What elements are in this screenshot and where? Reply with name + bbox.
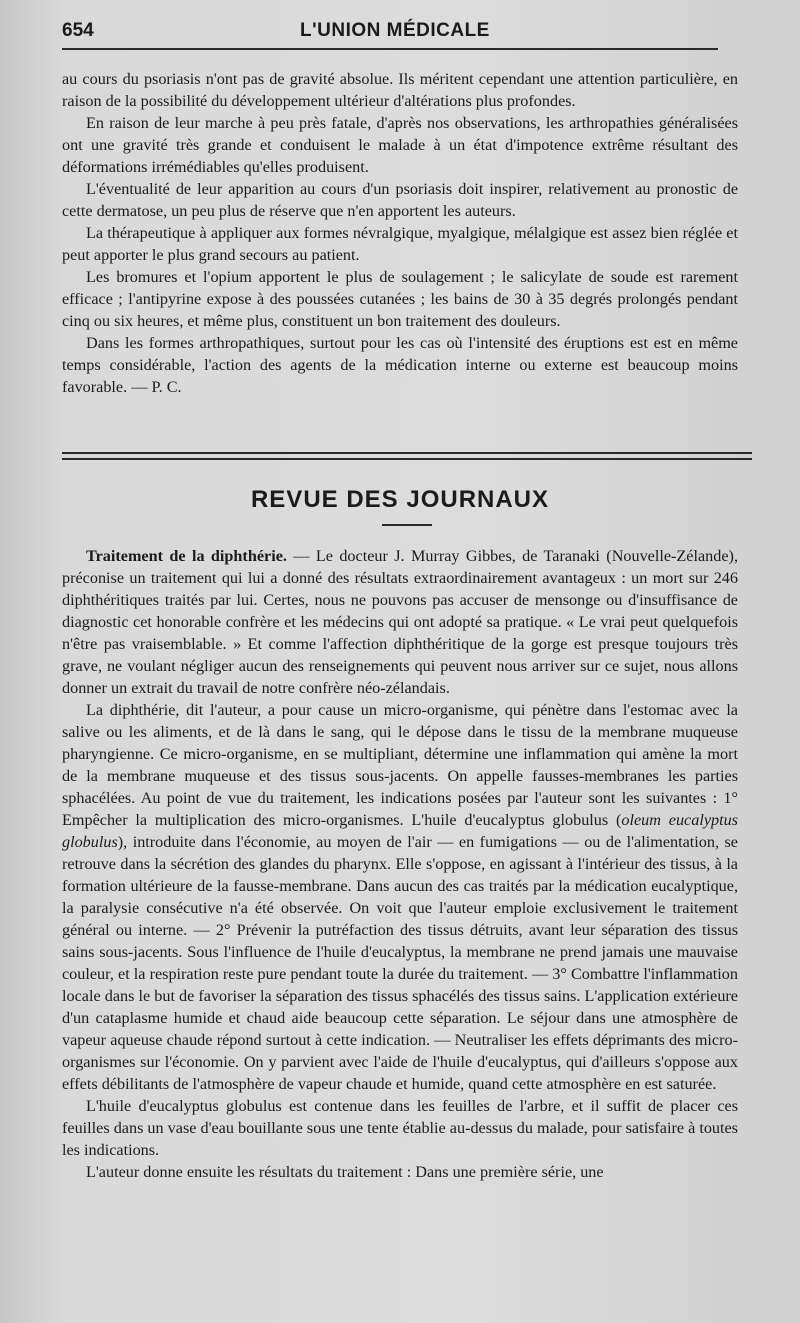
paragraph: L'huile d'eucalyptus globulus est contenue dans les feuilles de l'arbre, et il suffit de placer ces feuilles dans un vase d'eau bouillante sous une tente établie au-dessus du malade, pour satisfaire à toutes les indications. <box>62 1097 738 1159</box>
paragraph: L'éventualité de leur apparition au cours d'un psoriasis doit inspirer, relativement au pronostic de cette dermatose, un peu plus de réserve que n'en apportent les auteurs. <box>62 180 738 220</box>
page-number: 654 <box>62 20 94 41</box>
article <box>62 545 738 1183</box>
section-title: REVUE DES JOURNAUX <box>250 486 550 513</box>
section-divider <box>62 452 752 460</box>
paragraph: En raison de leur marche à peu près fatale, d'après nos observations, les arthropathies généralisées ont une gravité très grande et conduisent le malade à un état d'impotence extrême résultant des déformations irrémédiables qu'elles produisent. <box>62 114 738 176</box>
latin-term: oleum eucalyptus globulus <box>62 811 738 851</box>
paragraph-text: La diphthérie, dit l'auteur, a pour cause un micro-organisme, qui pénètre dans l'estomac avec la salive ou les aliments, et de là dans le sang, qui le dépose dans le tissu de la membrane muqueuse pharyngienne. Ce micro-organisme, en se multipliant, détermine une inflammation qui amène la mort de la membrane muqueuse et des tissus sous-jacents. On appelle fausses-membranes les parties sphacélées. Au point de vue du traitement, les indications posées par l'auteur sont les suivantes : 1° Empêcher la multiplication des micro-organismes. L'huile d'eucalyptus globulus ( <box>62 701 738 829</box>
paragraph: Les bromures et l'opium apportent le plus de soulagement ; le salicylate de soude est rarement efficace ; l'antipyrine expose à des poussées cutanées ; les bains de 30 à 35 degrés prolongés pendant cinq ou six heures, et même plus, constituent un bon traitement des douleurs. <box>62 268 738 330</box>
previous-article-end <box>62 68 738 398</box>
article-title: Traitement de la diphthérie. <box>86 547 287 565</box>
page-header <box>62 16 730 46</box>
paragraph: au cours du psoriasis n'ont pas de gravité absolue. Ils méritent cependant une attention particulière, en raison de la possibilité du développement ultérieur d'altérations plus profondes. <box>62 70 738 110</box>
header-rule <box>62 48 718 50</box>
paragraph: Dans les formes arthropathiques, surtout pour les cas où l'intensité des éruptions est est en même temps considérable, l'action des agents de la médication interne ou externe est beaucoup moins favorable. — P. C. <box>62 334 738 396</box>
article-intro-text: — Le docteur J. Murray Gibbes, de Taranaki (Nouvelle-Zélande), préconise un traitement qui lui a donné des résultats extraordinairement avantageux : un mort sur 246 diphthéritiques traités par lui. Certes, nous ne pouvons pas accuser de mensonge ou d'insuffisance de diagnostic cet honorable confrère et les médecins qui ont adopté sa pratique. « Le vrai peut quelquefois n'être pas vraisemblable. » Et comme l'affection diphthéritique de la gorge est presque toujours très grave, ne voulant négliger aucun des renseignements qui peuvent nous arriver sur ce sujet, nous allons donner un extrait du travail de notre confrère néo-zélandais. <box>62 547 738 697</box>
journal-title: L'UNION MÉDICALE <box>300 20 490 41</box>
section-title-rule <box>382 524 432 526</box>
article-intro-paragraph <box>62 545 738 699</box>
paragraph <box>62 699 738 1095</box>
paragraph: La thérapeutique à appliquer aux formes névralgique, myalgique, mélalgique est assez bien réglée et peut apporter le plus grand secours au patient. <box>62 224 738 264</box>
paragraph: L'auteur donne ensuite les résultats du traitement : Dans une première série, une <box>86 1163 604 1181</box>
paragraph-text: ), introduite dans l'économie, au moyen de l'air — en fumigations — ou de l'alimentation, se retrouve dans la sécrétion des glandes du pharynx. Elle s'oppose, en agissant à l'intérieur des tissus, à la formation ultérieure de la fausse-membrane. Dans aucun des cas traités par la médication eucalyptique, la paralysie consécutive n'a été observée. On voit que l'auteur emploie exclusivement le traitement général ou interne. — 2° Prévenir la putréfaction des tissus détruits, avant leur séparation des tissus sains sous-jacents. Sous l'influence de l'huile d'eucalyptus, la membrane ne prend jamais une mauvaise couleur, et la respiration reste pure pendant toute la durée du traitement. — 3° Combattre l'inflammation locale dans le but de favoriser la séparation des tissus sphacélés des tissus sains. L'application extérieure d'un cataplasme humide et chaud aide beaucoup cette séparation. Le séjour dans une atmosphère de vapeur aqueuse chaude répond surtout à cette indication. — Neutraliser les effets déprimants des micro-organismes sur l'économie. On y parvient avec l'aide de l'huile d'eucalyptus, qui d'ailleurs s'oppose aux effets débilitants de l'atmosphère de vapeur chaude et humide, quand cette atmosphère en est saturée. <box>62 833 738 1093</box>
